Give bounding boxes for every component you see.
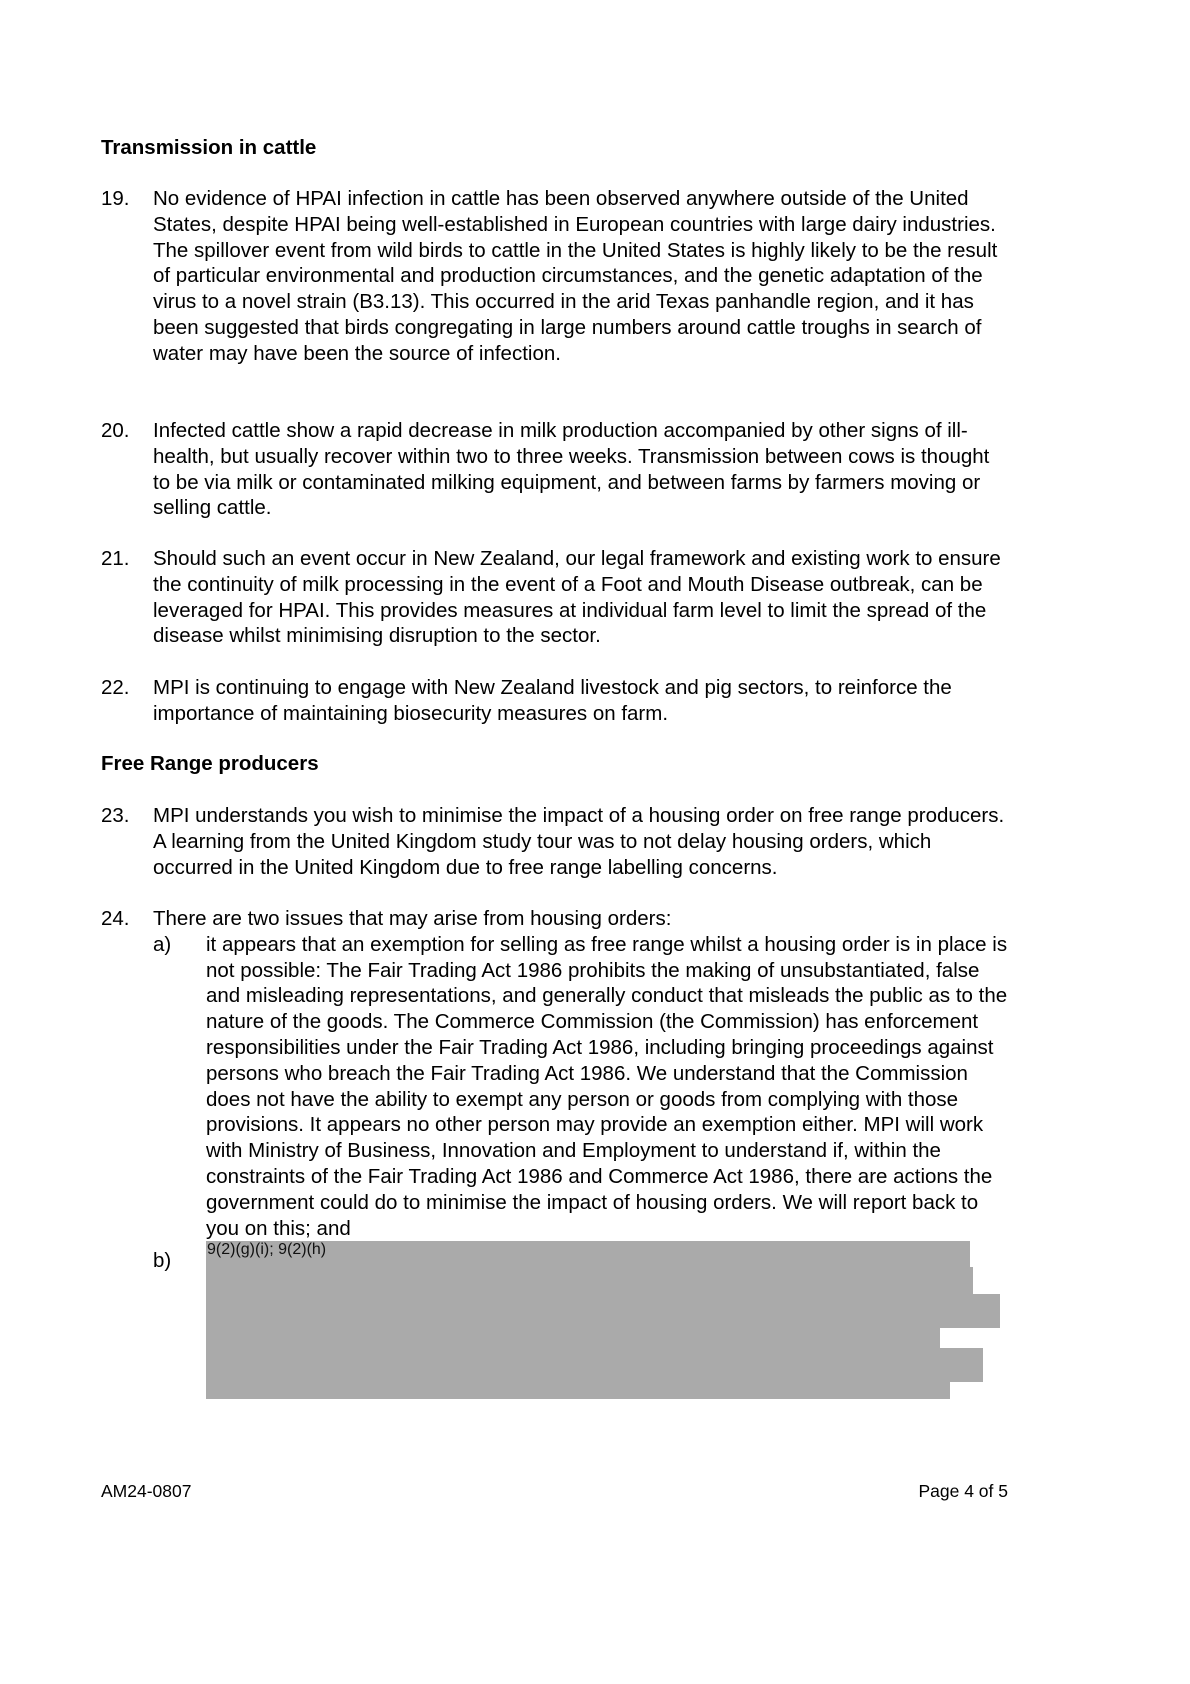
footer-doc-ref: AM24-0807	[101, 1481, 192, 1501]
paragraph-number: 20.	[101, 419, 130, 442]
redaction-block	[206, 1241, 1011, 1399]
subitem-text: it appears that an exemption for selling as free range whilst a housing order is in place is not possible: The Fair Trading Act 1986 prohibits the making of unsubstantiated, false and misleading representations, and generally conduct that misleads the public as to the nature of the goods. The Commerce Commission (the Commission) has enforcement responsibilities under the Fair Trading Act 1986, including bringing proceedings against persons who breach the Fair Trading Act 1986. We understand that the Commission does not have the ability to exempt any person or goods from complying with those provisions. It appears no other person may provide an exemption either. MPI will work with Ministry of Business, Innovation and Employment to understand if, within the constraints of the Fair Trading Act 1986 and Commerce Act 1986, there are actions the government could do to minimise the impact of housing orders. We will report back to you on this; and	[206, 932, 1008, 1240]
paragraph-23	[101, 803, 1011, 880]
paragraph-24	[101, 906, 1011, 1399]
paragraph-text: MPI understands you wish to minimise the impact of a housing order on free range producers. A learning from the United Kingdom study tour was to not delay housing orders, which occurred in the United Kingdom due to free range labelling concerns.	[153, 804, 1005, 879]
subitem-b	[153, 1241, 1011, 1399]
redaction-bar	[206, 1327, 940, 1349]
paragraph-21	[101, 546, 1011, 649]
paragraph-text: Infected cattle show a rapid decrease in milk production accompanied by other signs of ill-health, but usually recover within two to three weeks. Transmission between cows is thought to be via milk or contaminated milking equipment, and between farms by farmers moving or selling cattle.	[153, 419, 990, 520]
redaction-bar	[206, 1381, 950, 1399]
section-heading-free-range: Free Range producers	[101, 752, 319, 775]
subitem-label: b)	[153, 1249, 172, 1273]
paragraph-number: 24.	[101, 907, 130, 930]
paragraph-text: No evidence of HPAI infection in cattle has been observed anywhere outside of the United States, despite HPAI being well-established in European countries with large dairy industries. The spillover event from wild birds to cattle in the United States is highly likely to be the result of particular environmental and production circumstances, and the genetic adaptation of the virus to a novel strain (B3.13). This occurred in the arid Texas panhandle region, and it has been suggested that birds congregating in large numbers around cattle troughs in search of water may have been the source of infection.	[153, 187, 998, 365]
redaction-bar	[206, 1348, 983, 1382]
footer-page-number: Page 4 of 5	[918, 1481, 1008, 1501]
redaction-bar	[206, 1294, 1000, 1328]
paragraph-text: There are two issues that may arise from housing orders:	[153, 907, 672, 930]
subitem-label: a)	[153, 932, 172, 956]
section-heading-transmission: Transmission in cattle	[101, 136, 317, 159]
paragraph-20	[101, 418, 1011, 521]
paragraph-text: Should such an event occur in New Zealand, our legal framework and existing work to ensure the continuity of milk processing in the event of a Foot and Mouth Disease outbreak, can be leveraged for HPAI. This provides measures at individual farm level to limit the spread of the disease whilst minimising disruption to the sector.	[153, 547, 1001, 648]
paragraph-number: 22.	[101, 676, 130, 699]
paragraph-number: 21.	[101, 547, 130, 570]
paragraph-number: 19.	[101, 187, 130, 210]
subitem-a	[153, 932, 1011, 1242]
paragraph-22	[101, 675, 1011, 727]
redaction-bar	[206, 1267, 973, 1295]
paragraph-19	[101, 186, 1011, 367]
paragraph-text: MPI is continuing to engage with New Zealand livestock and pig sectors, to reinforce the importance of maintaining biosecurity measures on farm.	[153, 676, 952, 725]
paragraph-number: 23.	[101, 804, 130, 827]
redaction-label: 9(2)(g)(i); 9(2)(h)	[207, 1241, 327, 1259]
